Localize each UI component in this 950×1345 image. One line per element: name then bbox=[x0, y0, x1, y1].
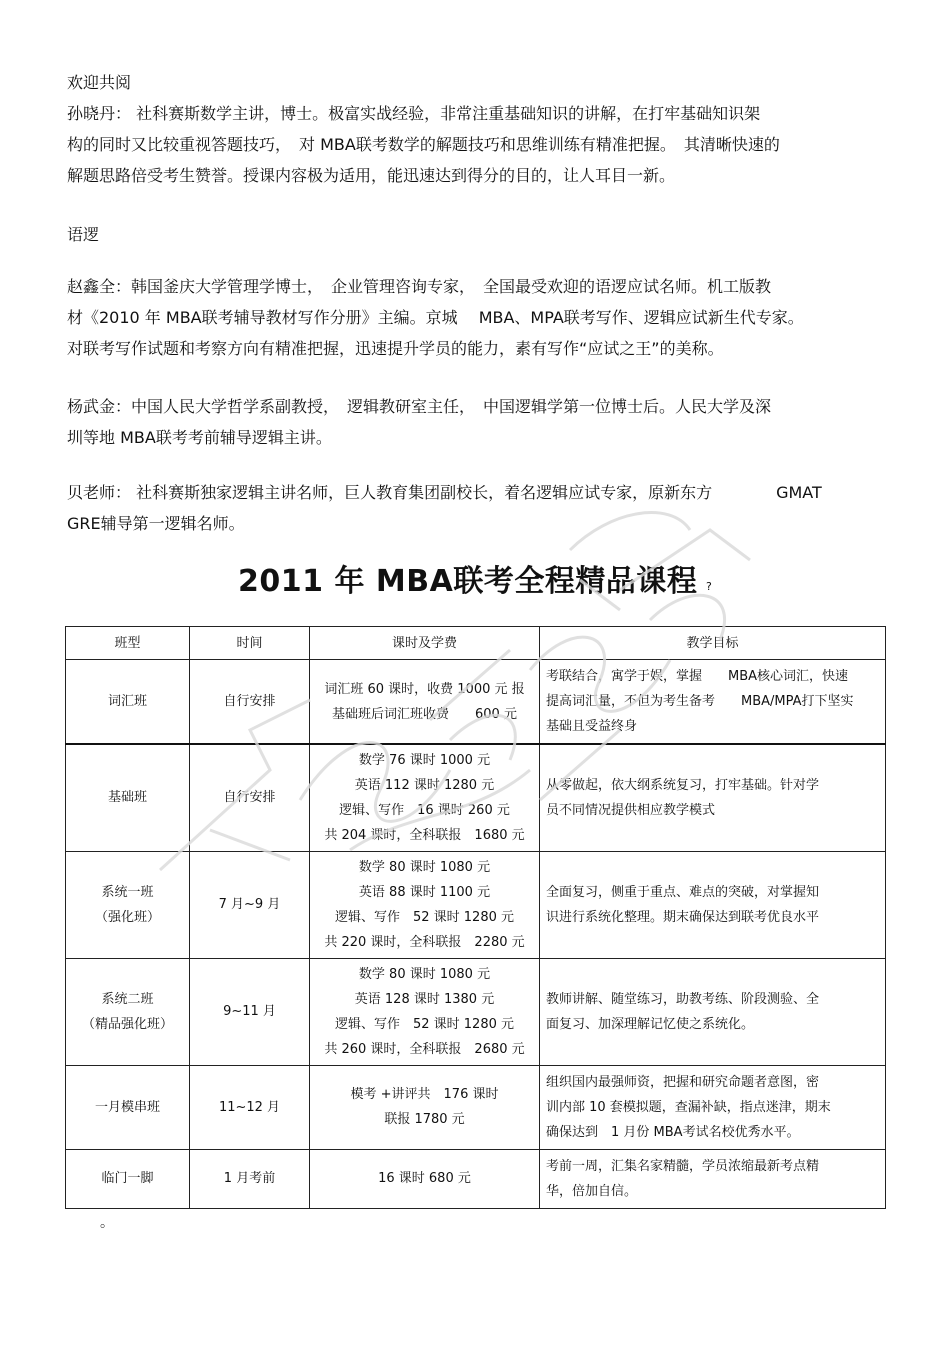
class-type-line: 系统一班 bbox=[101, 884, 154, 900]
fee-line: 逻辑、写作 52 课时 1280 元 bbox=[334, 909, 515, 925]
goal-cell bbox=[540, 1149, 886, 1208]
class-type-cell bbox=[66, 1065, 190, 1149]
table-row bbox=[66, 1149, 886, 1208]
class-type-line: 词汇班 bbox=[107, 694, 147, 709]
fees-cell bbox=[310, 1065, 540, 1149]
title-mark: ? bbox=[706, 580, 712, 593]
fee-line: 英语 112 课时 1280 元 bbox=[354, 777, 495, 793]
goal-cell bbox=[540, 851, 886, 958]
class-type-cell bbox=[66, 1149, 190, 1208]
paragraph-line: 构的同时又比较重视答题技巧， 对 MBA联考数学的解题技巧和思维训练有精准把握。 其清晰快速的 bbox=[67, 135, 780, 154]
goal-cell bbox=[540, 660, 886, 745]
goal-cell bbox=[540, 958, 886, 1065]
fee-line: 数学 80 课时 1080 元 bbox=[358, 966, 491, 982]
table-row bbox=[66, 660, 886, 745]
end-mark: 。 bbox=[100, 1215, 114, 1231]
fee-line: 数学 80 课时 1080 元 bbox=[358, 859, 491, 875]
fee-line: 词汇班 60 课时，收费 1000 元 报 bbox=[324, 681, 525, 697]
fees-cell bbox=[310, 851, 540, 958]
table-row bbox=[66, 1065, 886, 1149]
time-cell: 自行安排 bbox=[190, 660, 310, 745]
class-type-line: （强化班） bbox=[94, 909, 160, 925]
paragraph-line: 材《2010 年 MBA联考辅导教材写作分册》主编。京城 MBA、MPA联考写作、逻辑应试新生代专家。 bbox=[67, 308, 804, 327]
class-type-cell bbox=[66, 744, 190, 851]
paragraph-line: 解题思路倍受考生赞誉。授课内容极为适用，能迅速达到得分的目的，让人耳目一新。 bbox=[67, 166, 676, 185]
header-time: 时间 bbox=[190, 627, 310, 660]
table-header-row bbox=[66, 627, 886, 660]
goal-line: 全面复习，侧重于重点、难点的突破，对掌握知 bbox=[546, 884, 820, 900]
course-title: 2011 年 MBA联考全程精品课程 bbox=[238, 564, 698, 599]
class-type-line: 一月模串班 bbox=[94, 1099, 160, 1115]
fee-line: 联报 1780 元 bbox=[384, 1112, 465, 1127]
fee-line: 模考 +讲评共 176 课时 bbox=[350, 1087, 499, 1102]
time-cell: 1 月考前 bbox=[190, 1149, 310, 1208]
table-row bbox=[66, 958, 886, 1065]
teacher-sun-paragraph bbox=[67, 98, 887, 191]
header-goal: 教学目标 bbox=[540, 627, 886, 660]
goal-line: 训内部 10 套模拟题，查漏补缺，指点迷津，期末 bbox=[546, 1099, 831, 1115]
paragraph-line: 赵鑫全：韩国釜庆大学管理学博士， 企业管理咨询专家， 全国最受欢迎的语逻应试名师。机工版教 bbox=[67, 277, 772, 296]
section-heading-text: 语逻 bbox=[67, 225, 100, 244]
paragraph-line: 圳等地 MBA联考考前辅导逻辑主讲。 bbox=[67, 428, 332, 447]
goal-line: 员不同情况提供相应教学模式 bbox=[546, 803, 716, 818]
fee-line: 英语 88 课时 1100 元 bbox=[358, 884, 491, 900]
goal-line: 组织国内最强师资，把握和研究命题者意图，密 bbox=[546, 1074, 820, 1090]
class-type-cell bbox=[66, 851, 190, 958]
goal-line: 提高词汇量，不但为考生备考 MBA/MPA打下坚实 bbox=[546, 694, 854, 709]
paragraph-line: GRE辅导第一逻辑名师。 bbox=[67, 514, 245, 533]
class-type-line: 临门一脚 bbox=[101, 1171, 154, 1186]
paragraph-line: 贝老师： 社科赛斯独家逻辑主讲名师，巨人教育集团副校长，着名逻辑应试专家，原新东方 GMAT bbox=[67, 483, 822, 502]
goal-line: 华，倍加自信。 bbox=[546, 1183, 638, 1199]
table-row bbox=[66, 744, 886, 851]
header-class-type: 班型 bbox=[66, 627, 190, 660]
teacher-zhao-paragraph bbox=[67, 271, 887, 364]
goal-line: 确保达到 1 月份 MBA考试名校优秀水平。 bbox=[546, 1124, 800, 1140]
fee-line: 英语 128 课时 1380 元 bbox=[354, 991, 495, 1007]
paragraph-line: 杨武金：中国人民大学哲学系副教授， 逻辑教研室主任， 中国逻辑学第一位博士后。人民大学及深 bbox=[67, 397, 772, 416]
fees-cell bbox=[310, 1149, 540, 1208]
fee-line: 共 260 课时，全科联报 2680 元 bbox=[324, 1041, 525, 1057]
header-hours-fees: 课时及学费 bbox=[310, 627, 540, 660]
fee-line: 16 课时 680 元 bbox=[378, 1171, 471, 1186]
goal-line: 考联结合，寓学于娱，掌握 MBA核心词汇，快速 bbox=[546, 669, 849, 684]
course-table bbox=[65, 626, 886, 1209]
fees-cell bbox=[310, 744, 540, 851]
paragraph-line: 孙晓丹： 社科赛斯数学主讲，博士。极富实战经验，非常注重基础知识的讲解，在打牢基础知识架 bbox=[67, 104, 761, 123]
time-cell: 11~12 月 bbox=[190, 1065, 310, 1149]
fee-line: 数学 76 课时 1000 元 bbox=[358, 752, 491, 768]
fee-line: 逻辑、写作 52 课时 1280 元 bbox=[334, 1016, 515, 1032]
teacher-yang-paragraph bbox=[67, 391, 887, 453]
class-type-line: 系统二班 bbox=[101, 991, 154, 1007]
class-type-cell bbox=[66, 660, 190, 745]
goal-cell bbox=[540, 744, 886, 851]
fee-line: 基础班后词汇班收费 600 元 bbox=[332, 706, 517, 722]
paragraph-line: 对联考写作试题和考察方向有精准把握，迅速提升学员的能力，素有写作“应试之王”的美称。 bbox=[67, 339, 724, 358]
goal-line: 基础且受益终身 bbox=[546, 719, 638, 734]
time-cell: 7 月~9 月 bbox=[190, 851, 310, 958]
goal-line: 考前一周，汇集名家精髓，学员浓缩最新考点精 bbox=[546, 1158, 820, 1174]
table-row bbox=[66, 851, 886, 958]
welcome-text: 欢迎共阅 bbox=[67, 73, 132, 92]
section-heading bbox=[67, 219, 887, 250]
goal-cell bbox=[540, 1065, 886, 1149]
goal-line: 面复习、加深理解记忆使之系统化。 bbox=[546, 1016, 755, 1032]
time-cell: 9~11 月 bbox=[190, 958, 310, 1065]
goal-line: 从零做起，依大纲系统复习，打牢基础。针对学 bbox=[546, 778, 820, 793]
welcome-line bbox=[67, 67, 887, 98]
class-type-line: （精品强化班） bbox=[81, 1016, 173, 1032]
fee-line: 逻辑、写作 16 课时 260 元 bbox=[339, 802, 510, 818]
goal-line: 教师讲解、随堂练习，助教考练、阶段测验、全 bbox=[546, 991, 820, 1007]
class-type-line: 基础班 bbox=[107, 790, 147, 806]
fees-cell bbox=[310, 958, 540, 1065]
fee-line: 共 204 课时，全科联报 1680 元 bbox=[324, 827, 525, 843]
time-cell: 自行安排 bbox=[190, 744, 310, 851]
teacher-bei-paragraph bbox=[67, 477, 887, 539]
fee-line: 共 220 课时，全科联报 2280 元 bbox=[324, 934, 525, 950]
fees-cell bbox=[310, 660, 540, 745]
goal-line: 识进行系统化整理。期末确保达到联考优良水平 bbox=[546, 909, 820, 925]
class-type-cell bbox=[66, 958, 190, 1065]
